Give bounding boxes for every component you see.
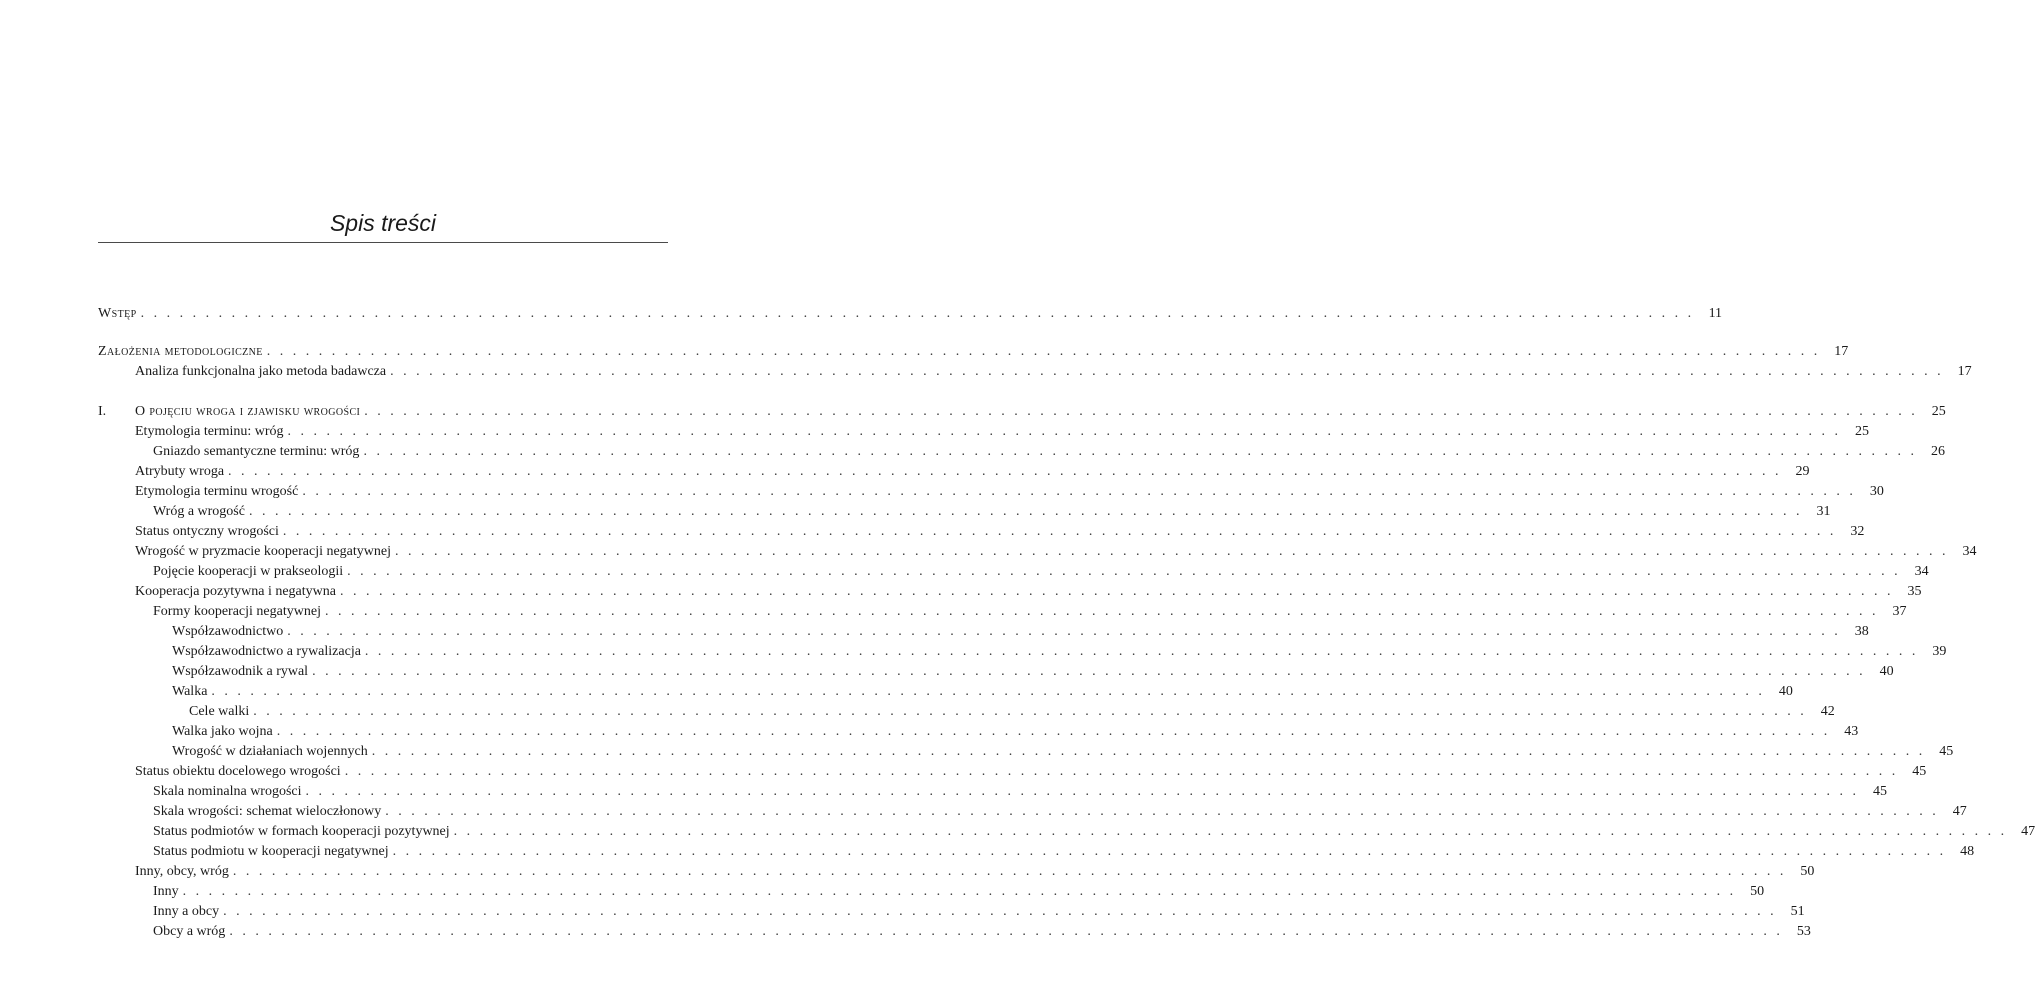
toc-leader-dots: . . . . . . . . . . . . . . . . . . . . . . . . . . . . . . . . . . . . . . . . . . . . . . . . . . . . . . . . . . . . . . . . . . . . . . . . . . . . . . . . . . . . . . . . . . . . . . . . . . . . . . . . . . . . . . . . . . . . . . . . [324,604,1879,619]
toc-leader-dots: . . . . . . . . . . . . . . . . . . . . . . . . . . . . . . . . . . . . . . . . . . . . . . . . . . . . . . . . . . . . . . . . . . . . . . . . . . . . . . . . . . . . . . . . . . . . . . . . . . . . . . . . . . . . . . . . . . . . . . . . [363,444,1917,459]
toc-entry[interactable] [98,582,1922,602]
toc-entry[interactable] [98,602,1907,622]
toc-page-number: 38 [1854,624,1869,639]
toc-leader-dots: . . . . . . . . . . . . . . . . . . . . . . . . . . . . . . . . . . . . . . . . . . . . . . . . . . . . . . . . . . . . . . . . . . . . . . . . . . . . . . . . . . . . . . . . . . . . . . . . . . . . . . . . . . . . . . . . . . . . . . . . [223,904,1777,919]
toc-entry-title: Inny, obcy, wróg [135,864,229,879]
toc-entry[interactable] [98,762,1927,782]
toc-entry-line [153,822,2035,842]
toc-leader-dots: . . . . . . . . . . . . . . . . . . . . . . . . . . . . . . . . . . . . . . . . . . . . . . . . . . . . . . . . . . . . . . . . . . . . . . . . . . . . . . . . . . . . . . . . . . . . . . . . . . . . . . . . . . . . . . . . . . . . . . . . [339,584,1894,599]
toc-entry-title: Kooperacja pozytywna i negatywna [135,584,336,599]
toc-leader-dots: . . . . . . . . . . . . . . . . . . . . . . . . . . . . . . . . . . . . . . . . . . . . . . . . . . . . . . . . . . . . . . . . . . . . . . . . . . . . . . . . . . . . . . . . . . . . . . . . . . . . . . . . . . . . . . . . . . . . . . . . [347,564,1901,579]
toc-entry-title: Współzawodnictwo [172,624,284,639]
toc-entry-title: Formy kooperacji negatywnej [153,604,321,619]
toc-leader-dots: . . . . . . . . . . . . . . . . . . . . . . . . . . . . . . . . . . . . . . . . . . . . . . . . . . . . . . . . . . . . . . . . . . . . . . . . . . . . . . . . . . . . . . . . . . . . . . . . . . . . . . . . . . . . . . . . . . . . . . . . [287,624,1841,639]
toc-entry-title: Status ontyczny wrogości [135,524,279,539]
toc-leader-dots: . . . . . . . . . . . . . . . . . . . . . . . . . . . . . . . . . . . . . . . . . . . . . . . . . . . . . . . . . . . . . . . . . . . . . . . . . . . . . . . . . . . . . . . . . . . . . . . . . . . . . . . . . . . . . . . . . . . . . . . . [282,524,1837,539]
toc-entry-line [153,562,1929,582]
toc-page-number: 40 [1879,664,1894,679]
toc-page-number: 17 [1957,364,1972,379]
toc-entry[interactable] [98,462,1810,482]
toc-entry-title: Współzawodnictwo a rywalizacja [172,644,361,659]
toc-page-number: 50 [1750,884,1765,899]
toc-entry-line [135,362,1972,382]
toc-entry-title: Etymologia terminu wrogość [135,484,299,499]
toc-entry-line [98,342,1849,362]
toc-entry-line [153,802,1967,822]
title-rule [98,242,668,243]
toc-leader-dots: . . . . . . . . . . . . . . . . . . . . . . . . . . . . . . . . . . . . . . . . . . . . . . . . . . . . . . . . . . . . . . . . . . . . . . . . . . . . . . . . . . . . . . . . . . . . . . . . . . . . . . . . . . . . . . . . . . . . . . . . [364,644,1919,659]
toc-leader-dots: . . . . . . . . . . . . . . . . . . . . . . . . . . . . . . . . . . . . . . . . . . . . . . . . . . . . . . . . . . . . . . . . . . . . . . . . . . . . . . . . . . . . . . . . . . . . . . . . . . . . . . . . . . . . . . . . . . . . . . . . [140,306,1695,321]
toc-entry-title: Walka [172,684,208,699]
toc-leader-dots: . . . . . . . . . . . . . . . . . . . . . . . . . . . . . . . . . . . . . . . . . . . . . . . . . . . . . . . . . . . . . . . . . . . . . . . . . . . . . . . . . . . . . . . . . . . . . . . . . . . . . . . . . . . . . . . . . . . . . . . . [253,704,1807,719]
toc-entry-line [135,582,1922,602]
toc-page-number: 47 [1952,804,1967,819]
toc-page-number: 51 [1790,904,1805,919]
toc-entry-title: Skala nominalna wrogości [153,784,302,799]
toc-leader-dots: . . . . . . . . . . . . . . . . . . . . . . . . . . . . . . . . . . . . . . . . . . . . . . . . . . . . . . . . . . . . . . . . . . . . . . . . . . . . . . . . . . . . . . . . . . . . . . . . . . . . . . . . . . . . . . . . . . . . . . . . [395,544,1949,559]
toc-entry[interactable] [98,742,1954,762]
toc-entry-line [135,762,1927,782]
table-of-contents [98,304,2035,942]
toc-entry-title: Wrogość w pryzmacie kooperacji negatywnej [135,544,391,559]
toc-entry-title: Wstęp [98,306,137,321]
toc-entry[interactable] [98,402,1946,422]
toc-page-number: 45 [1912,764,1927,779]
toc-entry-title: Pojęcie kooperacji w prakseologii [153,564,344,579]
toc-leader-dots: . . . . . . . . . . . . . . . . . . . . . . . . . . . . . . . . . . . . . . . . . . . . . . . . . . . . . . . . . . . . . . . . . . . . . . . . . . . . . . . . . . . . . . . . . . . . . . . . . . . . . . . . . . . . . . . . . . . . . . . . [211,684,1765,699]
toc-entry-line [135,462,1810,482]
toc-page-number: 48 [1960,844,1975,859]
toc-entry[interactable] [98,862,1815,882]
toc-spacer [98,382,668,402]
toc-entry[interactable] [98,802,1967,822]
toc-entry[interactable] [98,842,1975,862]
toc-leader-dots: . . . . . . . . . . . . . . . . . . . . . . . . . . . . . . . . . . . . . . . . . . . . . . . . . . . . . . . . . . . . . . . . . . . . . . . . . . . . . . . . . . . . . . . . . . . . . . . . . . . . . . . . . . . . . . . . . . . . . . . . [453,824,2008,839]
toc-entry-line [135,482,1884,502]
toc-entry[interactable] [98,782,1888,802]
toc-leader-dots: . . . . . . . . . . . . . . . . . . . . . . . . . . . . . . . . . . . . . . . . . . . . . . . . . . . . . . . . . . . . . . . . . . . . . . . . . . . . . . . . . . . . . . . . . . . . . . . . . . . . . . . . . . . . . . . . . . . . . . . . [385,804,1939,819]
toc-entry-title: Współzawodnik a rywal [172,664,309,679]
toc-entry-line [172,722,1859,742]
toc-entry[interactable] [98,542,1977,562]
toc-entry-line [172,622,1869,642]
toc-leader-dots: . . . . . . . . . . . . . . . . . . . . . . . . . . . . . . . . . . . . . . . . . . . . . . . . . . . . . . . . . . . . . . . . . . . . . . . . . . . . . . . . . . . . . . . . . . . . . . . . . . . . . . . . . . . . . . . . . . . . . . . . [390,364,1944,379]
toc-page-number: 17 [1834,344,1849,359]
toc-entry-title: Skala wrogości: schemat wieloczłonowy [153,804,382,819]
toc-page-number: 50 [1800,864,1815,879]
toc-leader-dots: . . . . . . . . . . . . . . . . . . . . . . . . . . . . . . . . . . . . . . . . . . . . . . . . . . . . . . . . . . . . . . . . . . . . . . . . . . . . . . . . . . . . . . . . . . . . . . . . . . . . . . . . . . . . . . . . . . . . . . . . [228,464,1782,479]
toc-entry-title: Wrogość w działaniach wojennych [172,744,368,759]
toc-page-number: 47 [2021,824,2035,839]
toc-leader-dots: . . . . . . . . . . . . . . . . . . . . . . . . . . . . . . . . . . . . . . . . . . . . . . . . . . . . . . . . . . . . . . . . . . . . . . . . . . . . . . . . . . . . . . . . . . . . . . . . . . . . . . . . . . . . . . . . . . . . . . . . [248,504,1803,519]
toc-entry-line [153,882,1765,902]
toc-entry-line [135,422,1870,442]
page-title: Spis treści [329,210,437,236]
toc-entry[interactable] [98,622,1869,642]
toc-entry[interactable] [98,702,1835,722]
toc-entry-line [135,402,1946,422]
toc-entry[interactable] [98,642,1947,662]
toc-page-number: 39 [1932,644,1947,659]
toc-entry-line [153,442,1945,462]
toc-entry-title: Atrybuty wroga [135,464,225,479]
toc-page-number: 25 [1855,424,1870,439]
toc-page-number: 53 [1796,924,1811,939]
toc-entry-line [153,602,1907,622]
toc-entry-line [172,642,1947,662]
toc-entry-title: Analiza funkcjonalna jako metoda badawcza [135,364,387,379]
toc-entry[interactable] [98,882,1765,902]
toc-entry-title: Gniazdo semantyczne terminu: wróg [153,444,360,459]
toc-entry[interactable] [98,902,1805,922]
toc-chapter-number: I. [98,404,107,419]
toc-entry[interactable] [98,562,1929,582]
toc-entry-line [135,862,1815,882]
toc-page-number: 11 [1708,306,1723,321]
toc-page-number: 29 [1795,464,1810,479]
toc-leader-dots: . . . . . . . . . . . . . . . . . . . . . . . . . . . . . . . . . . . . . . . . . . . . . . . . . . . . . . . . . . . . . . . . . . . . . . . . . . . . . . . . . . . . . . . . . . . . . . . . . . . . . . . . . . . . . . . . . . . . . . . . [344,764,1899,779]
toc-entry-line [153,922,1811,942]
toc-entry-line [135,522,1865,542]
toc-entry-line [153,902,1805,922]
toc-entry-title: Cele walki [189,704,250,719]
toc-leader-dots: . . . . . . . . . . . . . . . . . . . . . . . . . . . . . . . . . . . . . . . . . . . . . . . . . . . . . . . . . . . . . . . . . . . . . . . . . . . . . . . . . . . . . . . . . . . . . . . . . . . . . . . . . . . . . . . . . . . . . . . . [312,664,1866,679]
toc-leader-dots: . . . . . . . . . . . . . . . . . . . . . . . . . . . . . . . . . . . . . . . . . . . . . . . . . . . . . . . . . . . . . . . . . . . . . . . . . . . . . . . . . . . . . . . . . . . . . . . . . . . . . . . . . . . . . . . . . . . . . . . . [392,844,1947,859]
toc-entry-title: O pojęciu wroga i zjawisku wrogości [135,404,361,419]
toc-page-number: 31 [1816,504,1831,519]
toc-entry[interactable] [98,822,2035,842]
toc-page-number: 25 [1931,404,1946,419]
toc-entry-line [98,304,1723,324]
toc-page-number: 34 [1914,564,1929,579]
toc-entry-line [172,682,1793,702]
toc-page-number: 35 [1907,584,1922,599]
toc-entry[interactable] [98,662,1894,682]
toc-page-number: 32 [1850,524,1865,539]
toc-entry-title: Inny [153,884,179,899]
toc-page-number: 45 [1873,784,1888,799]
toc-page-number: 43 [1844,724,1859,739]
toc-entry[interactable] [98,522,1865,542]
toc-entry[interactable] [98,442,1945,462]
toc-entry-title: Inny a obcy [153,904,220,919]
toc-leader-dots: . . . . . . . . . . . . . . . . . . . . . . . . . . . . . . . . . . . . . . . . . . . . . . . . . . . . . . . . . . . . . . . . . . . . . . . . . . . . . . . . . . . . . . . . . . . . . . . . . . . . . . . . . . . . . . . . . . . . . . . . [266,344,1821,359]
toc-leader-dots: . . . . . . . . . . . . . . . . . . . . . . . . . . . . . . . . . . . . . . . . . . . . . . . . . . . . . . . . . . . . . . . . . . . . . . . . . . . . . . . . . . . . . . . . . . . . . . . . . . . . . . . . . . . . . . . . . . . . . . . . [276,724,1831,739]
toc-spacer [98,324,668,342]
toc-entry-line [172,662,1894,682]
toc-entry-title: Etymologia terminu: wróg [135,424,284,439]
toc-leader-dots: . . . . . . . . . . . . . . . . . . . . . . . . . . . . . . . . . . . . . . . . . . . . . . . . . . . . . . . . . . . . . . . . . . . . . . . . . . . . . . . . . . . . . . . . . . . . . . . . . . . . . . . . . . . . . . . . . . . . . . . . [371,744,1926,759]
toc-leader-dots: . . . . . . . . . . . . . . . . . . . . . . . . . . . . . . . . . . . . . . . . . . . . . . . . . . . . . . . . . . . . . . . . . . . . . . . . . . . . . . . . . . . . . . . . . . . . . . . . . . . . . . . . . . . . . . . . . . . . . . . . [287,424,1842,439]
toc-leader-dots: . . . . . . . . . . . . . . . . . . . . . . . . . . . . . . . . . . . . . . . . . . . . . . . . . . . . . . . . . . . . . . . . . . . . . . . . . . . . . . . . . . . . . . . . . . . . . . . . . . . . . . . . . . . . . . . . . . . . . . . . [232,864,1787,879]
toc-entry-line [172,742,1954,762]
toc-entry-line [189,702,1835,722]
toc-entry-title: Status podmiotu w kooperacji negatywnej [153,844,389,859]
toc-page-number: 42 [1820,704,1835,719]
toc-leader-dots: . . . . . . . . . . . . . . . . . . . . . . . . . . . . . . . . . . . . . . . . . . . . . . . . . . . . . . . . . . . . . . . . . . . . . . . . . . . . . . . . . . . . . . . . . . . . . . . . . . . . . . . . . . . . . . . . . . . . . . . . [364,404,1918,419]
toc-entry-title: Status podmiotów w formach kooperacji pozytywnej [153,824,450,839]
toc-entry[interactable] [98,682,1793,702]
toc-entry[interactable] [98,422,1870,442]
toc-entry-title: Walka jako wojna [172,724,273,739]
toc-entry[interactable] [98,922,1811,942]
toc-entry[interactable] [98,482,1884,502]
toc-entry[interactable] [98,502,1831,522]
toc-page-number: 45 [1939,744,1954,759]
toc-entry-line [153,842,1975,862]
toc-page-number: 34 [1962,544,1977,559]
toc-entry[interactable] [98,304,1723,324]
toc-page-number: 37 [1892,604,1907,619]
toc-entry[interactable] [98,722,1859,742]
toc-leader-dots: . . . . . . . . . . . . . . . . . . . . . . . . . . . . . . . . . . . . . . . . . . . . . . . . . . . . . . . . . . . . . . . . . . . . . . . . . . . . . . . . . . . . . . . . . . . . . . . . . . . . . . . . . . . . . . . . . . . . . . . . [305,784,1860,799]
toc-entry-title: Wróg a wrogość [153,504,245,519]
toc-entry-title: Założenia metodologiczne [98,344,263,359]
toc-leader-dots: . . . . . . . . . . . . . . . . . . . . . . . . . . . . . . . . . . . . . . . . . . . . . . . . . . . . . . . . . . . . . . . . . . . . . . . . . . . . . . . . . . . . . . . . . . . . . . . . . . . . . . . . . . . . . . . . . . . . . . . . [182,884,1737,899]
toc-page-number: 40 [1778,684,1793,699]
toc-entry-line [153,782,1888,802]
toc-entry[interactable] [98,362,1972,382]
toc-page-number: 30 [1869,484,1884,499]
toc-entry-title: Status obiektu docelowego wrogości [135,764,341,779]
toc-entry-title: Obcy a wróg [153,924,226,939]
toc-entry[interactable] [98,342,1849,362]
toc-leader-dots: . . . . . . . . . . . . . . . . . . . . . . . . . . . . . . . . . . . . . . . . . . . . . . . . . . . . . . . . . . . . . . . . . . . . . . . . . . . . . . . . . . . . . . . . . . . . . . . . . . . . . . . . . . . . . . . . . . . . . . . . [229,924,1783,939]
toc-entry-line [135,542,1977,562]
toc-entry-line [153,502,1831,522]
toc-leader-dots: . . . . . . . . . . . . . . . . . . . . . . . . . . . . . . . . . . . . . . . . . . . . . . . . . . . . . . . . . . . . . . . . . . . . . . . . . . . . . . . . . . . . . . . . . . . . . . . . . . . . . . . . . . . . . . . . . . . . . . . . [302,484,1856,499]
toc-page-number: 26 [1930,444,1945,459]
